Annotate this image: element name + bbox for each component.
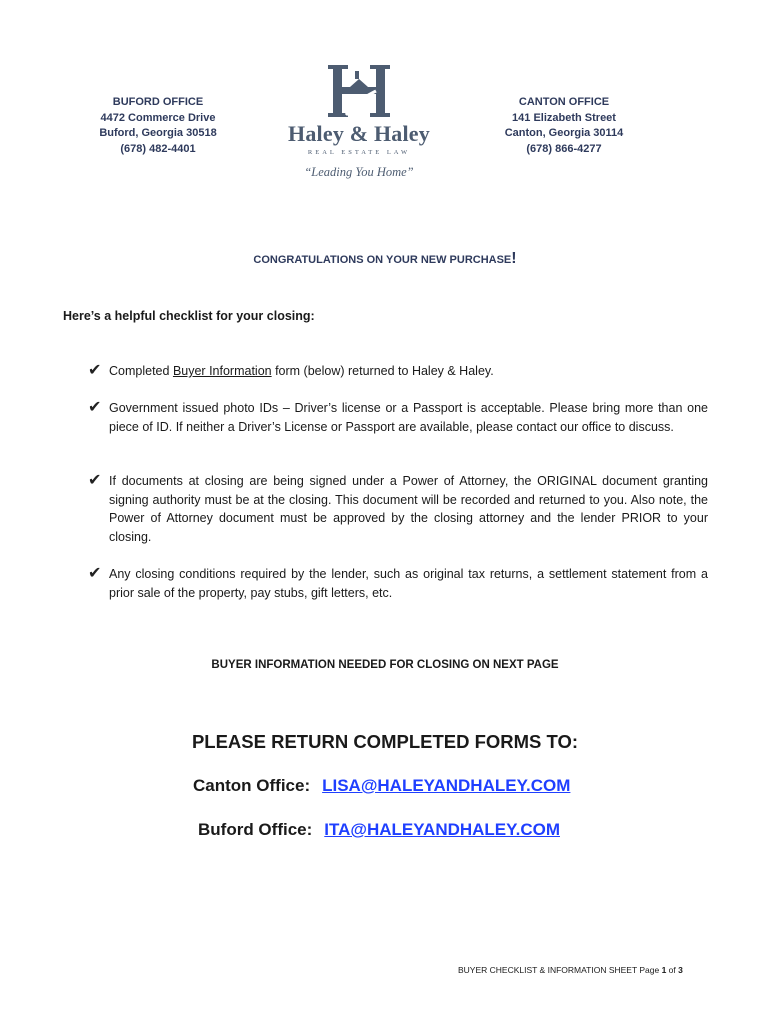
footer-label: BUYER CHECKLIST & INFORMATION SHEET Page — [458, 965, 662, 975]
buford-contact-row — [198, 820, 560, 840]
buford-office-label: Buford Office: — [198, 820, 313, 839]
canton-contact-row — [193, 776, 570, 796]
checkmark-icon: ✔ — [88, 565, 102, 582]
canton-office-city: Canton, Georgia 30114 — [504, 127, 624, 139]
canton-office-label: Canton Office: — [193, 776, 311, 795]
footer-page-number: 1 — [661, 965, 667, 975]
buford-email-link[interactable]: ITA@HALEYANDHALEY.COM — [324, 820, 560, 839]
congratulations-heading — [0, 250, 770, 268]
checkmark-icon: ✔ — [88, 472, 102, 489]
canton-email-link[interactable]: LISA@HALEYANDHALEY.COM — [322, 776, 571, 795]
checklist-heading: Here’s a helpful checklist for your closing: — [63, 309, 315, 323]
checklist-item-text: Any closing conditions required by the lender, such as original tax returns, a settlement statement from a prior sale of the property, pay stubs, gift letters, etc. — [109, 567, 708, 600]
checkmark-icon: ✔ — [88, 399, 102, 416]
logo-name: Haley & Haley — [288, 121, 430, 146]
buyer-information-link: Buyer Information — [172, 364, 272, 378]
haley-haley-logo — [278, 63, 440, 180]
checklist-item-text: Completed Buyer Information form (below) returned to Haley & Haley. — [109, 364, 494, 378]
footer-page-total: 3 — [678, 965, 683, 975]
checklist-item — [88, 565, 708, 602]
hh-monogram-icon — [326, 63, 392, 119]
checklist-item — [88, 399, 708, 436]
canton-office-title: CANTON OFFICE — [518, 96, 610, 108]
checklist-item-text: If documents at closing are being signed under a Power of Attorney, the ORIGINAL document granting signing authority must be at the closing. This document will be recorded and returned to you. Also note, the Power of Attorney document must be approved by the closing attorney and the lender PRIOR to your closing. — [109, 474, 708, 544]
checklist-item — [88, 472, 708, 546]
footer-of: of — [666, 965, 679, 975]
checklist-item — [88, 362, 708, 381]
buford-office-street: 4472 Commerce Drive — [100, 111, 216, 124]
buford-office-title: BUFORD OFFICE — [112, 96, 204, 108]
checklist-item-text: Government issued photo IDs – Driver’s license or a Passport is acceptable. Please bring more than one piece of ID. If neither a Driver’s License or Passport are available, please contact our office to discuss. — [109, 401, 708, 434]
logo-subtitle: REAL ESTATE LAW — [307, 149, 411, 156]
page-footer — [458, 965, 683, 975]
canton-office-street: 141 Elizabeth Street — [512, 111, 616, 124]
canton-office-address — [474, 95, 654, 157]
buford-office-address — [68, 95, 248, 157]
buford-office-phone: (678) 482-4401 — [120, 142, 196, 155]
next-page-note: BUYER INFORMATION NEEDED FOR CLOSING ON NEXT PAGE — [211, 659, 559, 671]
checkmark-icon: ✔ — [88, 362, 102, 379]
canton-office-phone: (678) 866-4277 — [526, 142, 602, 155]
congratulations-text: CONGRATULATIONS ON YOUR NEW PURCHASE — [253, 254, 512, 266]
buford-office-city: Buford, Georgia 30518 — [99, 127, 217, 139]
return-forms-heading: PLEASE RETURN COMPLETED FORMS TO: — [191, 731, 579, 752]
logo-tagline: “Leading You Home” — [304, 165, 414, 179]
congratulations-exclamation: ! — [511, 250, 517, 267]
